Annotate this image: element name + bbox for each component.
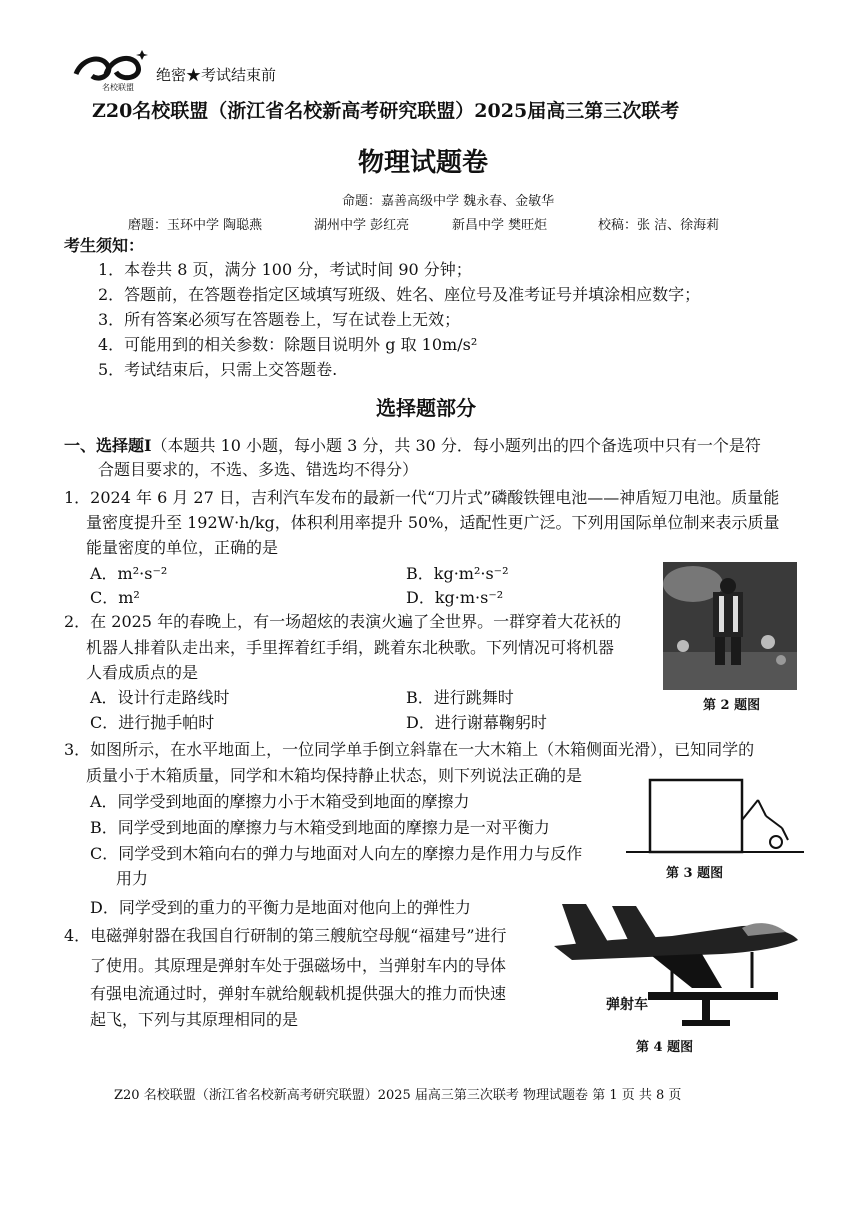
q3-option-d: D．同学受到的重力的平衡力是地面对他向上的弹性力	[90, 898, 471, 917]
question-4-stem: 4．电磁弹射器在我国自行研制的第三艘航空母舰“福建号”进行	[64, 926, 507, 945]
question-4-stem: 有强电流通过时，弹射车就给舰载机提供强大的推力而快速	[90, 984, 507, 1003]
q4-jet-diagram	[552, 896, 800, 1028]
part-description: （本题共 10 小题，每小题 3 分，共 30 分．每小题列出的四个备选项中只有一个是符	[151, 436, 761, 455]
q1-option-a: A．m²·s⁻²	[90, 564, 168, 583]
confidential-label: 绝密★考试结束前	[156, 66, 277, 84]
question-4-stem: 起飞，下列与其原理相同的是	[90, 1010, 299, 1029]
page-footer: Z20 名校联盟（浙江省名校新高考研究联盟）2025 届高三第三次联考 物理试题卷 第 1 页 共 8 页	[114, 1088, 682, 1103]
q3-option-a: A．同学受到地面的摩擦力小于木箱受到地面的摩擦力	[90, 792, 470, 811]
question-3-stem: 3．如图所示，在水平地面上，一位同学单手倒立斜靠在一大木箱上（木箱侧面光滑），已知同学的	[64, 740, 755, 759]
part-description-cont: 合题目要求的，不选、多选、错选均不得分）	[98, 460, 419, 479]
reviewer-1: 磨题：玉环中学 陶聪燕	[128, 218, 263, 233]
reviewer-3: 新昌中学 樊旺炬	[452, 218, 548, 233]
q3-option-c-cont: 用力	[116, 869, 149, 888]
q4-figure-caption: 第 4 题图	[636, 1040, 694, 1055]
notice-item: 2．答题前，在答题卷指定区域填写班级、姓名、座位号及准考证号并填涂相应数字；	[98, 285, 701, 304]
q2-figure-caption: 第 2 题图	[703, 698, 761, 713]
q3-option-c: C．同学受到木箱向右的弹力与地面对人向左的摩擦力是作用力与反作	[90, 844, 583, 863]
question-4-stem: 了使用。其原理是弹射车处于强磁场中，当弹射车内的导体	[90, 956, 507, 975]
notice-heading: 考生须知：	[64, 236, 145, 255]
reviewer-2: 湖州中学 彭红亮	[314, 218, 410, 233]
q2-option-b: B．进行跳舞时	[406, 688, 514, 707]
author-line: 命题：嘉善高级中学 魏永春、金敏华	[342, 194, 555, 209]
notice-item: 1．本卷共 8 页，满分 100 分，考试时间 90 分钟；	[98, 260, 472, 279]
q2-robot-photo	[663, 562, 797, 690]
z20-logo	[72, 44, 156, 92]
svg-text:名校联盟: 名校联盟	[102, 83, 134, 92]
paper-title: 物理试题卷	[358, 148, 489, 178]
question-1-stem: 量密度提升至 192W·h/kg，体积利用率提升 50%，适配性更广泛。下列用国际单位制来表示质量	[86, 513, 780, 532]
notice-item: 4．可能用到的相关参数：除题目说明外 g 取 10m/s²	[98, 335, 478, 354]
notice-item: 3．所有答案必须写在答题卷上，写在试卷上无效；	[98, 310, 461, 329]
question-1-stem: 1．2024 年 6 月 27 日，吉利汽车发布的最新一代“刀片式”磷酸铁锂电池——神盾短刀电池。质量能	[64, 488, 780, 507]
reviewer-4: 校稿：张 洁、徐海莉	[598, 218, 720, 233]
q1-option-b: B．kg·m²·s⁻²	[406, 564, 509, 583]
q1-option-d: D．kg·m·s⁻²	[406, 588, 504, 607]
notice-item: 5．考试结束后，只需上交答题卷.	[98, 360, 338, 379]
q2-option-d: D．进行谢幕鞠躬时	[406, 713, 547, 732]
question-3-stem: 质量小于木箱质量，同学和木箱均保持静止状态，则下列说法正确的是	[86, 766, 583, 785]
q1-option-c: C．m²	[90, 588, 140, 607]
question-2-stem: 人看成质点的是	[86, 663, 199, 682]
q2-option-c: C．进行抛手帕时	[90, 713, 215, 732]
q3-figure-caption: 第 3 题图	[666, 866, 724, 881]
question-2-stem: 2．在 2025 年的春晚上，有一场超炫的表演火遍了全世界。一群穿着大花袄的	[64, 612, 622, 631]
q2-option-a: A．设计行走路线时	[90, 688, 230, 707]
q3-option-b: B．同学受到地面的摩擦力与木箱受到地面的摩擦力是一对平衡力	[90, 818, 550, 837]
section-title: 选择题部分	[376, 396, 476, 420]
q3-box-diagram	[626, 770, 806, 860]
part-label: 一、选择题Ⅰ	[64, 436, 152, 455]
exam-title: Z20名校联盟（浙江省名校新高考研究联盟）2025届高三第三次联考	[92, 100, 680, 122]
question-2-stem: 机器人排着队走出来，手里挥着红手绢，跳着东北秧歌。下列情况可将机器	[86, 638, 615, 657]
q4-figure-label: 弹射车	[606, 997, 648, 1013]
question-1-stem: 能量密度的单位，正确的是	[86, 538, 279, 557]
